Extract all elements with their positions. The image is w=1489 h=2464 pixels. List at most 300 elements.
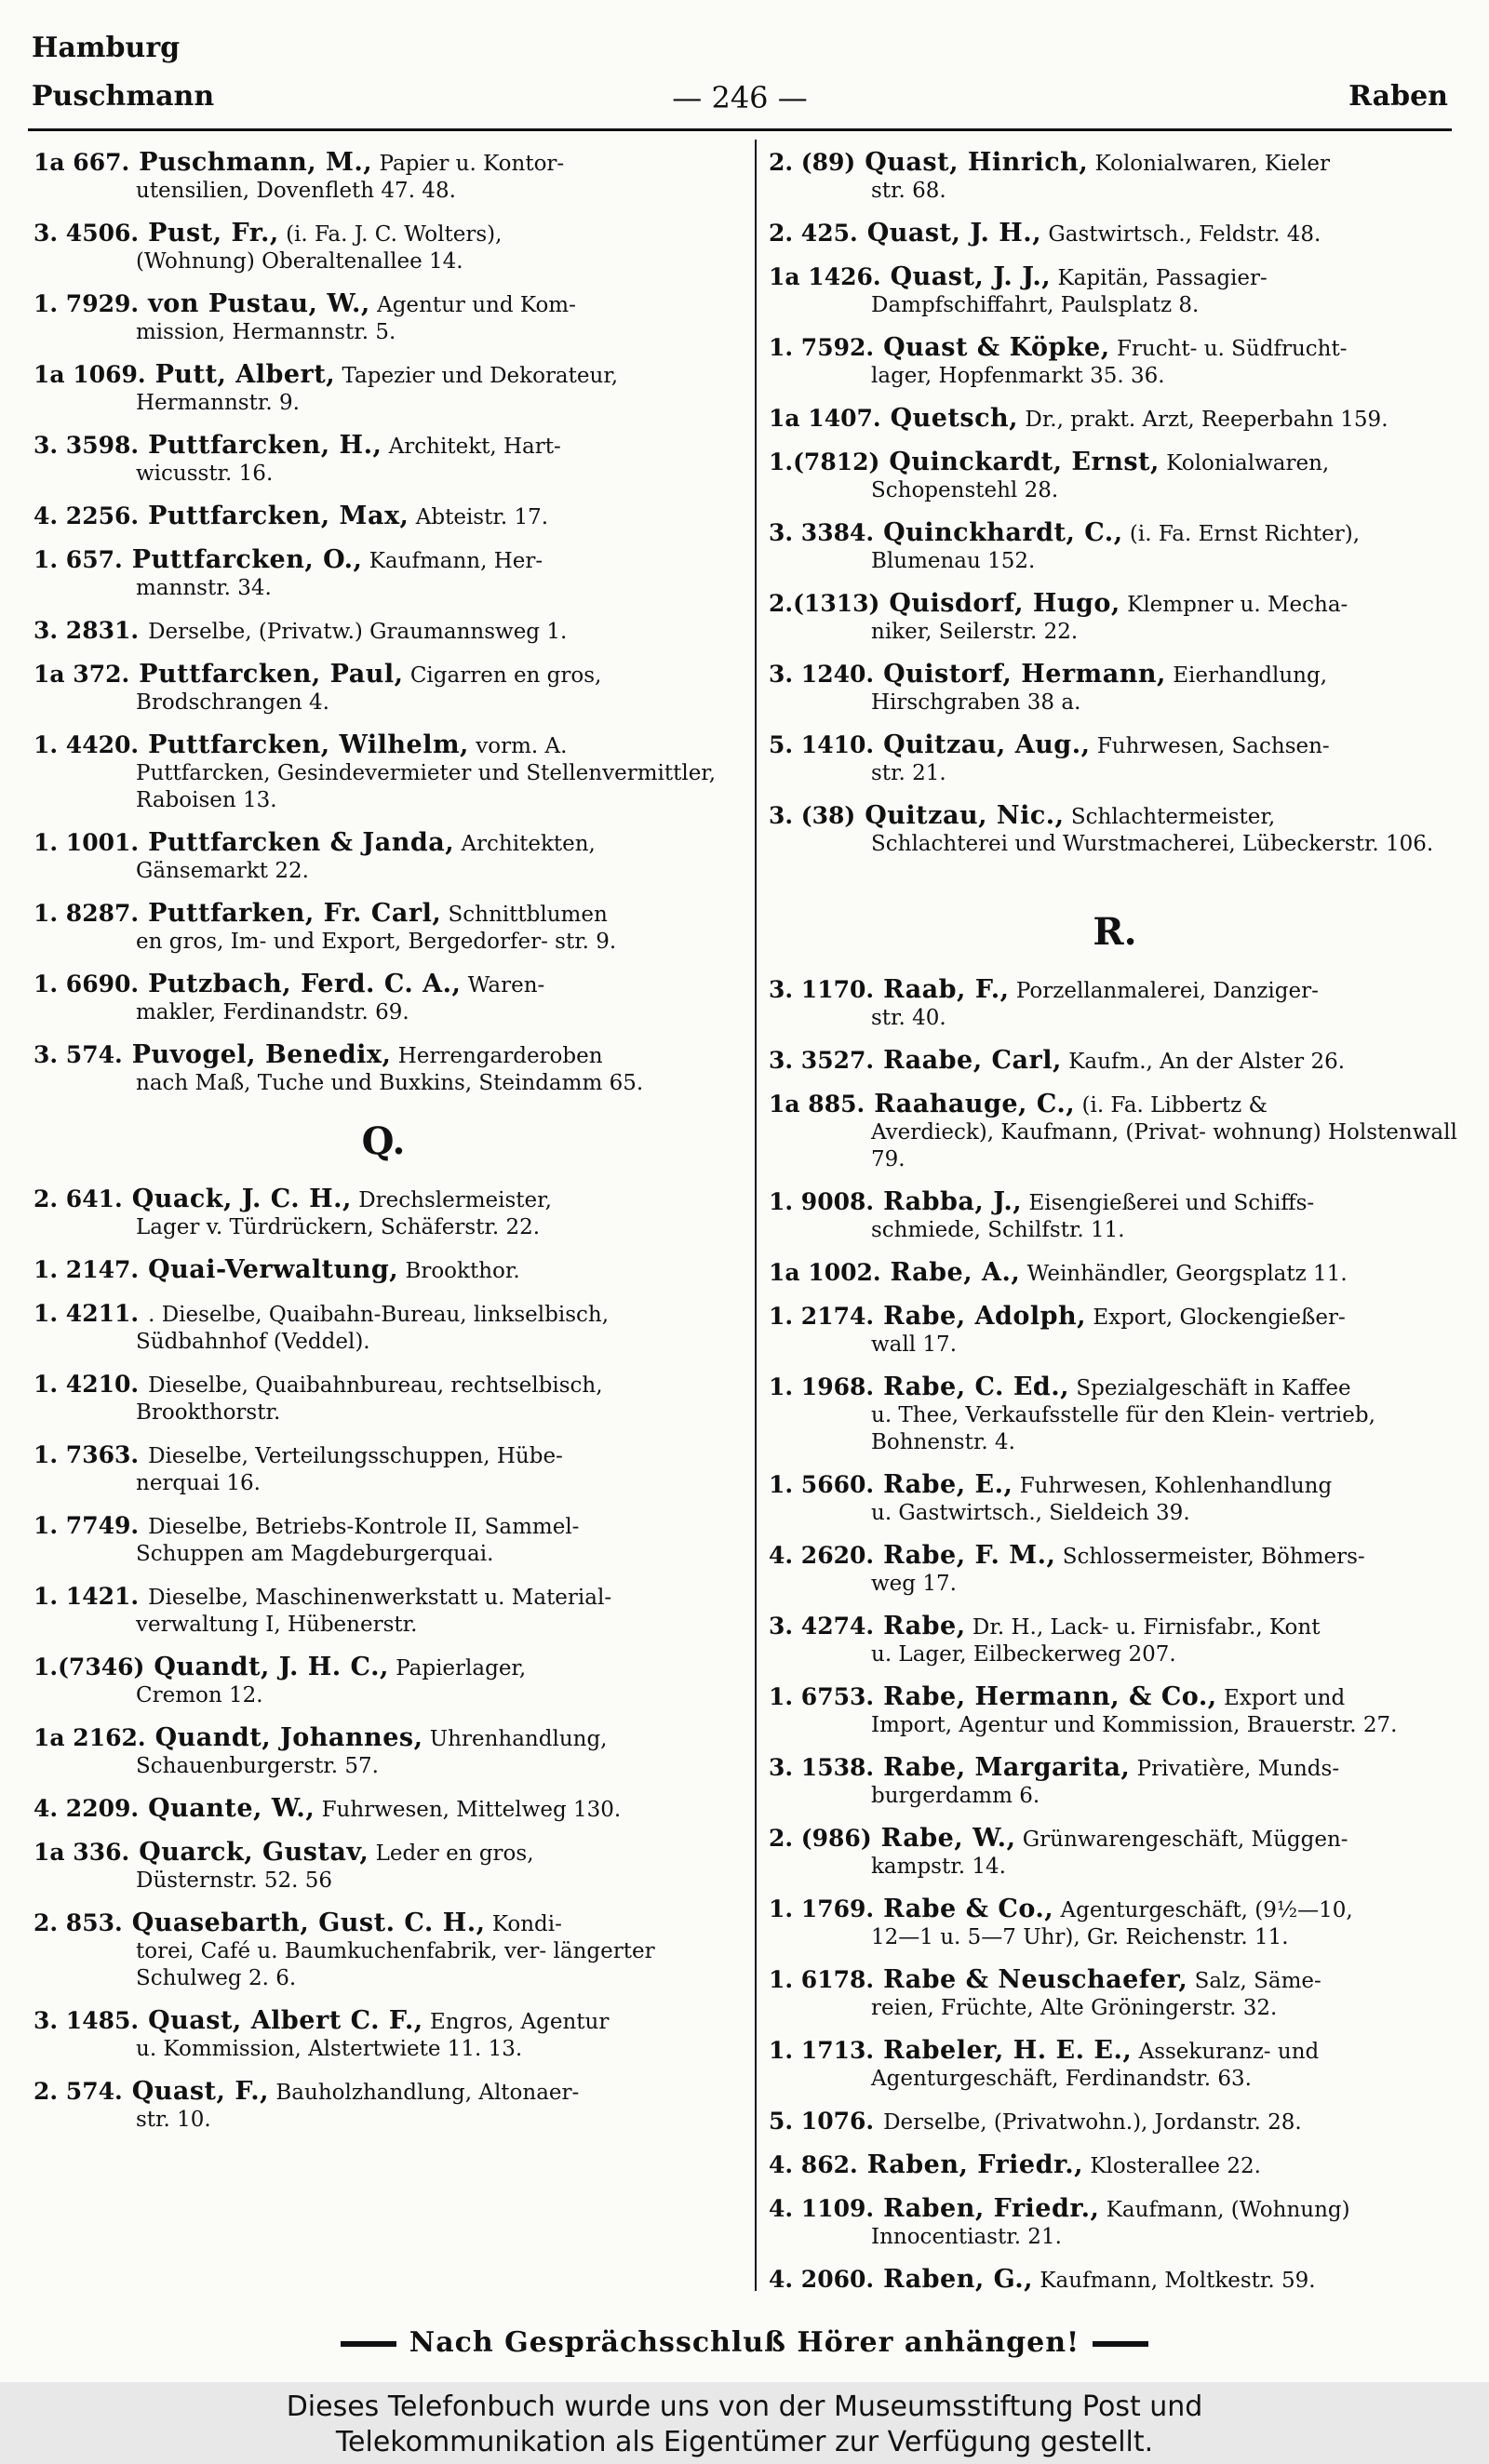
entry-body [132, 1185, 552, 1214]
phone-number: 3. 574. [34, 1041, 123, 1068]
directory-entry [769, 1754, 1461, 1810]
subscriber-name: Puschmann, M., [139, 148, 373, 177]
entry-first-line [34, 1300, 733, 1329]
entry-description: Fuhrwesen, Kohlenhandlung [1019, 1474, 1333, 1498]
entry-description: Fuhrwesen, Sachsen- [1096, 734, 1330, 758]
directory-entry [769, 2037, 1461, 2093]
entry-body [883, 661, 1327, 690]
subscriber-name: Rabe, [883, 1612, 966, 1640]
entry-first-line [34, 1583, 733, 1612]
entry-body [883, 976, 1319, 1005]
entry-description: Uhrenhandlung, [429, 1727, 608, 1751]
entry-body [139, 661, 601, 690]
entry-continuation: Schopenstehl 28. [871, 478, 1059, 502]
directory-entry [769, 1683, 1461, 1739]
entry-description: Kaufmann, (Wohnung) [1106, 2198, 1350, 2222]
subscriber-name: Quisdorf, Hugo, [889, 589, 1120, 618]
entry-description: vorm. A. [476, 734, 568, 758]
phone-number: 4. 2256. [34, 502, 140, 529]
phone-number: 1a 2162. [34, 1724, 146, 1751]
subscriber-name: Putt, Albert, [154, 360, 336, 389]
entry-first-line [769, 334, 1461, 363]
entry-description: Privatière, Munds- [1136, 1757, 1340, 1781]
entry-continuation: mission, Hermannstr. 5. [136, 320, 396, 344]
entry-body [883, 334, 1347, 363]
entry-first-line [34, 1795, 733, 1824]
entry-body [155, 361, 619, 390]
entry-continuation: Gänsemarkt 22. [136, 859, 309, 883]
directory-entry [769, 1373, 1461, 1456]
phone-number: 1a 372. [34, 661, 130, 688]
entry-description: Derselbe, (Privatwohn.), Jordanstr. 28. [883, 2110, 1302, 2135]
directory-entry [34, 617, 733, 646]
entry-body [132, 1041, 603, 1070]
entry-description: (i. Fa. Libbertz & [1081, 1093, 1268, 1118]
entry-first-line [769, 405, 1461, 434]
phone-number: 5. 1076. [769, 2108, 875, 2135]
subscriber-name: Puttfarcken, O., [131, 545, 363, 574]
entry-first-line [769, 263, 1461, 292]
entry-description: Kaufmann, Her- [369, 549, 543, 573]
phone-number: 1. 657. [34, 546, 123, 573]
entry-body [883, 519, 1360, 548]
phone-number: 2. (89) [769, 149, 856, 176]
entry-first-line [34, 1041, 733, 1070]
subscriber-name: Raabe, Carl, [883, 1046, 1062, 1075]
entry-body [148, 502, 548, 531]
entry-description: Brookthor. [405, 1259, 520, 1283]
entry-continuation: niker, Seilerstr. 22. [871, 620, 1079, 644]
entry-body [132, 1909, 562, 1938]
left-column [34, 149, 733, 2149]
entry-first-line [34, 731, 733, 760]
directory-entry [34, 1441, 733, 1497]
entry-body [883, 1683, 1345, 1712]
entry-body [883, 1542, 1365, 1571]
entry-continuation: (Wohnung) Oberaltenallee 14. [136, 249, 463, 274]
subscriber-name: Raben, G., [883, 2265, 1034, 2294]
entry-description: Kapitän, Passagier- [1057, 266, 1268, 290]
directory-entry [34, 1512, 733, 1568]
header-first-name: Puschmann [32, 80, 215, 113]
entry-body [891, 405, 1388, 434]
entry-description: Dieselbe, Quaibahnbureau, rechtselbisch, [148, 1373, 603, 1398]
entry-body [132, 546, 543, 575]
entry-first-line [769, 2266, 1461, 2295]
phone-number: 3. 1538. [769, 1754, 875, 1781]
entry-description: Drechslermeister, [358, 1188, 552, 1212]
directory-entry [769, 2195, 1461, 2251]
directory-entry [769, 405, 1461, 434]
phone-number: 3. 1170. [769, 976, 875, 1003]
entry-continuation: Brodschrangen 4. [136, 690, 329, 715]
phone-number: 1a 1426. [769, 263, 881, 290]
entry-continuation: wall 17. [871, 1332, 957, 1357]
subscriber-name: Quast, F., [131, 2077, 270, 2106]
subscriber-name: Quast, Albert C. F., [148, 2006, 423, 2035]
phone-number: 1. 2174. [769, 1303, 875, 1330]
subscriber-name: Quast, J. J., [890, 262, 1052, 291]
subscriber-name: Quitzau, Nic., [865, 801, 1065, 830]
entry-first-line [769, 519, 1461, 548]
hang-up-notice [0, 2326, 1489, 2359]
entry-body [132, 2078, 580, 2107]
entry-first-line [769, 976, 1461, 1005]
subscriber-name: Puttfarken, Fr. Carl, [148, 899, 442, 928]
directory-entry [769, 149, 1461, 205]
directory-entry [769, 976, 1461, 1032]
directory-entry [769, 590, 1461, 646]
entry-body [889, 449, 1329, 477]
directory-entry [34, 432, 733, 488]
subscriber-name: Quandt, J. H. C., [154, 1653, 389, 1681]
entry-body [148, 829, 596, 858]
phone-number: 1a 1069. [34, 361, 146, 388]
section-letter-r: R. [1093, 910, 1137, 954]
subscriber-name: Rabe, C. Ed., [883, 1373, 1070, 1401]
entry-description: Dr. H., Lack- u. Firnisfabr., Kont [972, 1615, 1321, 1640]
entry-first-line [769, 1259, 1461, 1288]
phone-number: 3. (38) [769, 802, 856, 829]
phone-number: 3. 4274. [769, 1613, 875, 1640]
directory-entry [34, 361, 733, 417]
phone-number: 3. 1240. [769, 661, 875, 688]
entry-body [148, 1441, 563, 1470]
subscriber-name: Rabeler, H. E. E., [883, 2036, 1133, 2065]
directory-entry [34, 1041, 733, 1097]
phone-number: 2. 425. [769, 220, 858, 247]
entry-continuation: Schauenburgerstr. 57. [136, 1754, 379, 1778]
entry-body [148, 971, 544, 999]
entry-first-line [769, 1825, 1461, 1854]
subscriber-name: Quinckhardt, C., [883, 518, 1123, 547]
entry-first-line [34, 1909, 733, 1938]
subscriber-name: Raben, Friedr., [883, 2194, 1100, 2223]
entry-first-line [769, 1895, 1461, 1924]
entry-body [148, 432, 561, 461]
entry-first-line [769, 2037, 1461, 2066]
entry-body [148, 1795, 621, 1824]
entry-first-line [769, 2195, 1461, 2224]
entry-continuation: Innocentiastr. 21. [871, 2225, 1062, 2249]
directory-entry [34, 829, 733, 885]
subscriber-name: Quai-Verwaltung, [148, 1255, 399, 1284]
phone-number: 1a 336. [34, 1839, 130, 1866]
entry-first-line [769, 449, 1461, 477]
column-divider [755, 140, 757, 2291]
entry-continuation: str. 68. [871, 179, 946, 203]
entry-body [883, 1895, 1353, 1924]
entry-first-line [34, 1185, 733, 1214]
entry-description: Export und [1223, 1686, 1346, 1710]
entry-first-line [769, 1091, 1461, 1119]
entry-continuation: Blumenau 152. [871, 549, 1036, 573]
directory-entry [769, 449, 1461, 504]
entry-continuation: Schlachterei und Wurstmacherei, Lübeckerstr. 106. [871, 832, 1434, 856]
subscriber-name: Quante, W., [148, 1794, 315, 1823]
header-rule [28, 128, 1452, 131]
directory-entry [34, 149, 733, 205]
subscriber-name: Raab, F., [883, 975, 1010, 1004]
entry-continuation: Schuppen am Magdeburgerquai. [136, 1542, 494, 1566]
phone-number: 1.(7812) [769, 449, 880, 475]
subscriber-name: Puttfarcken, Max, [148, 502, 409, 530]
entry-continuation: str. 40. [871, 1006, 946, 1030]
entry-description: Kolonialwaren, Kieler [1094, 152, 1330, 176]
entry-first-line [34, 1839, 733, 1868]
directory-entry [34, 1256, 733, 1285]
directory-entry [769, 1542, 1461, 1598]
directory-entry [34, 1185, 733, 1241]
entry-description: Eierhandlung, [1173, 663, 1328, 688]
directory-entry [34, 900, 733, 956]
entry-continuation: u. Lager, Eilbeckerweg 207. [871, 1642, 1176, 1667]
entry-first-line [34, 1371, 733, 1399]
entry-body [883, 1047, 1345, 1076]
entry-first-line [769, 1303, 1461, 1332]
entry-description: Architekten, [461, 832, 596, 856]
entry-body [154, 1654, 526, 1682]
phone-number: 1. 2147. [34, 1256, 140, 1283]
directory-entry [34, 1839, 733, 1895]
entry-description: Kaufm., An der Alster 26. [1068, 1050, 1346, 1074]
phone-number: 3. 1485. [34, 2007, 140, 2034]
phone-number: 1. 8287. [34, 900, 140, 927]
entry-first-line [769, 590, 1461, 619]
entry-first-line [769, 220, 1461, 248]
entry-body [883, 1373, 1350, 1402]
subscriber-name: Quistorf, Hermann, [883, 660, 1166, 689]
entry-body [883, 1188, 1314, 1217]
entry-continuation: lager, Hopfenmarkt 35. 36. [871, 364, 1165, 388]
entry-description: Papierlager, [396, 1656, 527, 1681]
entry-continuation: weg 17. [871, 1572, 957, 1596]
phone-number: 1a 885. [769, 1091, 865, 1118]
entry-description: Grünwarengeschäft, Müggen- [1022, 1828, 1348, 1852]
entry-continuation: str. 21. [871, 761, 946, 785]
phone-number: 1. 7749. [34, 1512, 140, 1539]
entry-body [865, 802, 1275, 831]
directory-entry [769, 1966, 1461, 2022]
phone-number: 1. 4211. [34, 1300, 140, 1327]
entry-description: Dr., prakt. Arzt, Reeperbahn 159. [1025, 408, 1388, 432]
phone-number: 1. 1713. [769, 2037, 875, 2064]
entry-continuation: Hermannstr. 9. [136, 391, 300, 415]
entry-description: Tapezier und Dekorateur, [342, 364, 619, 388]
subscriber-name: Raben, Friedr., [866, 2150, 1084, 2179]
entry-first-line [34, 1512, 733, 1541]
subscriber-name: Rabba, J., [883, 1187, 1023, 1216]
entry-continuation: Averdieck), Kaufmann, (Privat- wohnung) Holstenwall 79. [871, 1120, 1457, 1172]
phone-number: 1a 1002. [769, 1259, 881, 1286]
subscriber-name: Rabe, Hermann, & Co., [883, 1682, 1217, 1711]
entry-first-line [769, 1373, 1461, 1402]
phone-number: 1. 7592. [769, 334, 875, 361]
entry-continuation: str. 10. [136, 2108, 211, 2132]
entry-body [148, 617, 567, 646]
right-entries [769, 149, 1461, 858]
directory-entry [769, 1613, 1461, 1668]
notice-dash-left [341, 2341, 396, 2347]
entry-continuation: Brookthorstr. [136, 1400, 281, 1425]
entry-first-line [34, 2078, 733, 2107]
directory-entry [34, 661, 733, 716]
phone-number: 1. 1968. [769, 1373, 875, 1400]
entry-continuation: kampstr. 14. [871, 1855, 1006, 1879]
entry-description: Assekuranz- und [1138, 2040, 1320, 2064]
entry-first-line [769, 802, 1461, 831]
entry-body [148, 1371, 602, 1399]
directory-entry [34, 971, 733, 1026]
directory-entry [769, 334, 1461, 390]
city-heading: Hamburg [32, 32, 181, 64]
entry-description: Architekt, Hart- [388, 435, 561, 459]
directory-entry [34, 1795, 733, 1824]
subscriber-name: Puvogel, Benedix, [131, 1040, 392, 1069]
subscriber-name: Rabe, A., [890, 1258, 1021, 1287]
phone-number: 1.(7346) [34, 1654, 145, 1681]
directory-entry [34, 1909, 733, 1992]
left-entries-q [34, 1185, 733, 2134]
entry-body [148, 731, 567, 760]
entry-description: Abteistr. 17. [415, 505, 549, 529]
entry-body [148, 2007, 609, 2036]
entry-description: Bauholzhandlung, Altonaer- [275, 2081, 580, 2105]
entry-continuation: u. Thee, Verkaufsstelle für den Klein- vertrieb, Bohnenstr. 4. [871, 1403, 1375, 1454]
footer-line-2: Telekommunikation als Eigentümer zur Verfügung gestellt. [335, 2426, 1154, 2458]
entry-body [867, 2151, 1261, 2180]
phone-number: 3. 4506. [34, 220, 140, 247]
entry-first-line [34, 617, 733, 646]
entry-body [139, 1839, 533, 1868]
subscriber-name: Quetsch, [890, 404, 1019, 433]
phone-number: 1. 4210. [34, 1371, 140, 1398]
subscriber-name: Quitzau, Aug., [883, 730, 1091, 759]
subscriber-name: Rabe & Co., [883, 1895, 1054, 1923]
entry-first-line [769, 1754, 1461, 1783]
entry-first-line [34, 1256, 733, 1285]
phone-number: 1. 6690. [34, 971, 140, 998]
entry-first-line [769, 1471, 1461, 1500]
phone-number: 4. 2620. [769, 1542, 875, 1569]
directory-entry [34, 1371, 733, 1426]
subscriber-name: Quinckardt, Ernst, [889, 448, 1160, 476]
entry-description: Derselbe, (Privatw.) Graumannsweg 1. [148, 620, 568, 644]
page-number: — 246 — [672, 80, 808, 115]
entry-description: Frucht- u. Südfrucht- [1116, 337, 1348, 361]
left-entries [34, 149, 733, 1097]
entry-body [148, 290, 576, 319]
entry-body [891, 1259, 1348, 1288]
directory-entry [769, 220, 1461, 248]
directory-entry [769, 1047, 1461, 1076]
phone-number: 1. 5660. [769, 1471, 875, 1498]
directory-entry [769, 2151, 1461, 2180]
phone-number: 4. 2209. [34, 1795, 140, 1822]
subscriber-name: Puttfarcken, Wilhelm, [148, 730, 469, 759]
entry-continuation: utensilien, Dovenfleth 47. 48. [136, 179, 456, 203]
entry-continuation: Puttfarcken, Gesindevermieter und Stellenvermittler, Raboisen 13. [136, 761, 717, 812]
entry-body [148, 1583, 611, 1612]
directory-entry [34, 1654, 733, 1709]
subscriber-name: von Pustau, W., [148, 289, 370, 318]
subscriber-name: Puttfarcken, Paul, [139, 660, 404, 689]
right-column [769, 149, 1461, 2310]
entry-first-line [769, 149, 1461, 178]
entry-description: Fuhrwesen, Mittelweg 130. [321, 1798, 622, 1822]
entry-continuation: Agenturgeschäft, Ferdinandstr. 63. [871, 2067, 1252, 2091]
subscriber-name: Rabe, W., [880, 1824, 1016, 1853]
entry-first-line [34, 1724, 733, 1753]
phone-number: 2. 574. [34, 2078, 123, 2105]
entry-continuation: Düsternstr. 52. 56 [136, 1868, 333, 1893]
subscriber-name: Rabe, Adolph, [883, 1302, 1087, 1331]
entry-description: Agentur und Kom- [377, 293, 576, 317]
entry-body [148, 1512, 579, 1541]
entry-continuation: nerquai 16. [136, 1471, 261, 1495]
right-entries-r [769, 976, 1461, 2295]
subscriber-name: Rabe & Neuschaefer, [883, 1965, 1188, 1994]
entry-body [155, 1724, 608, 1753]
phone-number: 2. 641. [34, 1185, 123, 1212]
entry-continuation: mannstr. 34. [136, 576, 272, 600]
subscriber-name: Quast, Hinrich, [865, 148, 1089, 177]
directory-entry [769, 2108, 1461, 2136]
phone-number: 4. 1109. [769, 2195, 875, 2222]
phone-number: 1. 4420. [34, 731, 140, 758]
phone-number: 1. 7929. [34, 290, 140, 317]
entry-first-line [34, 829, 733, 858]
entry-continuation: en gros, Im- und Export, Bergedorfer- str. 9. [136, 930, 617, 954]
entry-first-line [769, 1683, 1461, 1712]
entry-continuation: wicusstr. 16. [136, 462, 274, 486]
entry-first-line [34, 971, 733, 999]
entry-continuation: u. Kommission, Alstertwiete 11. 13. [136, 2037, 523, 2061]
entry-body [865, 149, 1330, 178]
directory-entry [769, 731, 1461, 787]
subscriber-name: Rabe, F. M., [883, 1541, 1056, 1570]
entry-first-line [769, 1613, 1461, 1641]
entry-first-line [769, 1966, 1461, 1995]
entry-first-line [34, 361, 733, 390]
entry-body [883, 1471, 1332, 1500]
entry-body [883, 1303, 1346, 1332]
directory-entry [34, 546, 733, 602]
phone-number: 1. 7363. [34, 1441, 140, 1468]
ownership-footer [0, 2382, 1489, 2464]
entry-description: Schnittblumen [448, 903, 608, 927]
entry-description: Porzellanmalerei, Danziger- [1015, 979, 1319, 1003]
entry-continuation: makler, Ferdinandstr. 69. [136, 1000, 409, 1024]
entry-first-line [34, 149, 733, 178]
phone-number: 3. 3527. [769, 1047, 875, 1074]
entry-first-line [34, 220, 733, 248]
entry-description: (i. Fa. Ernst Richter), [1129, 522, 1361, 546]
entry-description: Kondi- [491, 1912, 562, 1936]
entry-first-line [34, 1654, 733, 1682]
phone-number: 1. 1001. [34, 829, 140, 856]
directory-entry [769, 661, 1461, 716]
entry-first-line [769, 1188, 1461, 1217]
entry-description: Agenturgeschäft, (9½—10, [1060, 1898, 1353, 1922]
entry-body [883, 2266, 1316, 2295]
phone-number: 1. 1769. [769, 1895, 875, 1922]
entry-first-line [769, 731, 1461, 760]
directory-entry [34, 1583, 733, 1639]
subscriber-name: Quast & Köpke, [883, 333, 1110, 362]
entry-description: Dieselbe, Betriebs-Kontrole II, Sammel- [148, 1515, 580, 1539]
entry-description: Herrengarderoben [397, 1044, 603, 1068]
